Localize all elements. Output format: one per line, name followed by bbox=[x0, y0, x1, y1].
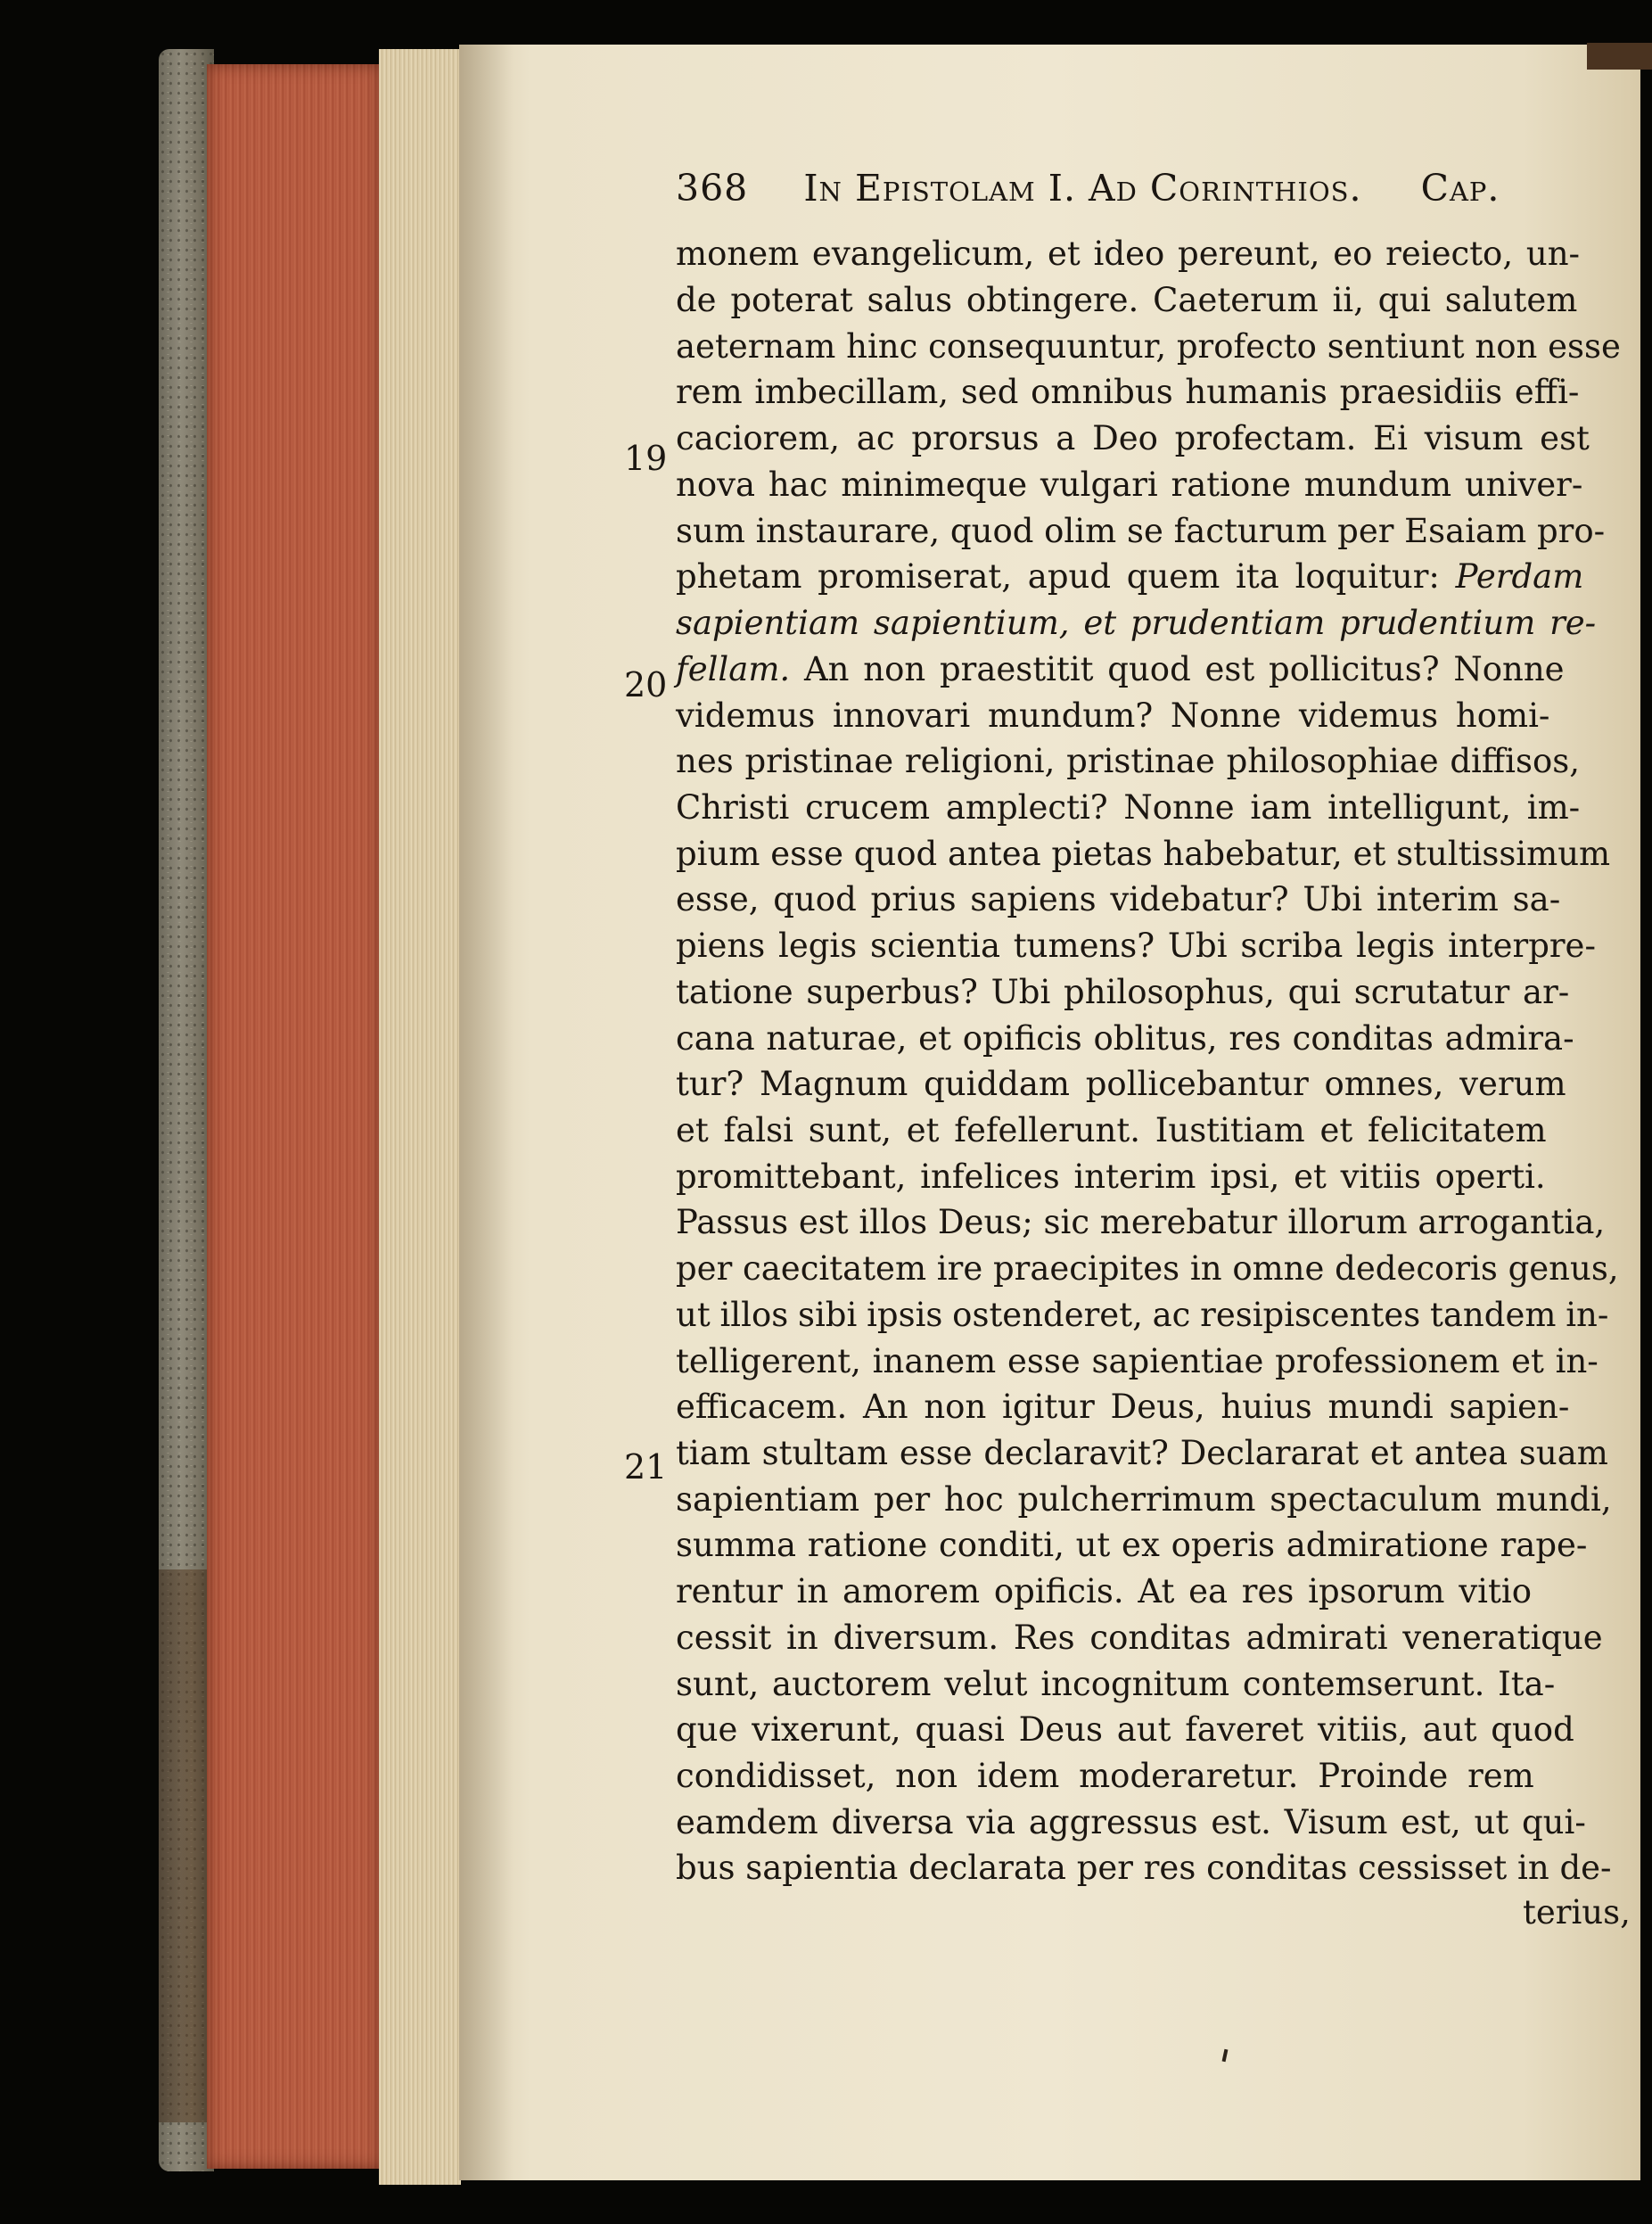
page-number: 368 bbox=[676, 167, 749, 210]
text-line: telligerent, inanem esse sapientiae professionem et in- bbox=[676, 1342, 1599, 1380]
text-line: nes pristinae religioni, pristinae philosophiae diffisos, bbox=[676, 742, 1581, 780]
text-line: ut illos sibi ipsis ostenderet, ac resipiscentes tandem in- bbox=[676, 1296, 1609, 1334]
text-line: que vixerunt, quasi Deus aut faveret vitiis, aut quod bbox=[676, 1710, 1574, 1749]
gutter-shadow bbox=[459, 45, 513, 2180]
facing-page-corner bbox=[1587, 43, 1652, 70]
text-line: cessit in diversum. Res conditas admirati veneratique bbox=[676, 1619, 1603, 1657]
margin-verse-19: 19 bbox=[624, 439, 668, 478]
page-edges bbox=[379, 49, 461, 2185]
binding-worn-patch bbox=[159, 1569, 214, 2122]
text-line: de poterat salus obtingere. Caeterum ii, qui salutem bbox=[676, 281, 1578, 319]
text-line: cana naturae, et opificis oblitus, res conditas admira- bbox=[676, 1019, 1574, 1058]
text-line: tiam stultam esse declaravit? Declararat et antea suam bbox=[676, 1434, 1608, 1472]
text-line: Passus est illos Deus; sic merebatur illorum arrogantia, bbox=[676, 1203, 1606, 1241]
margin-verse-20: 20 bbox=[624, 665, 668, 704]
text-span: phetam promiserat, apud quem ita loquitur: bbox=[676, 557, 1440, 596]
text-span: An non praestitit quod est pollicitus? Nonne bbox=[803, 650, 1565, 688]
text-line bbox=[676, 604, 1597, 642]
running-header bbox=[676, 167, 1500, 210]
text-line: eamdem diversa via aggressus est. Visum est, ut qui- bbox=[676, 1803, 1586, 1841]
red-page-edges bbox=[207, 64, 381, 2169]
text-line: sum instaurare, quod olim se facturum per Esaiam pro- bbox=[676, 512, 1606, 550]
text-line: aeternam hinc consequuntur, profecto sentiunt non esse bbox=[676, 327, 1621, 366]
chapter-abbreviation: Cap. bbox=[1420, 167, 1500, 210]
quoted-word: Perdam bbox=[1455, 557, 1584, 596]
text-line: sunt, auctorem velut incognitum contemserunt. Ita- bbox=[676, 1665, 1556, 1703]
quoted-text: fellam. bbox=[676, 650, 791, 688]
running-title: In Epistolam I. Ad Corinthios. bbox=[803, 167, 1362, 210]
text-line: per caecitatem ire praecipites in omne dedecoris genus, bbox=[676, 1249, 1619, 1288]
text-line: condidisset, non idem moderaretur. Proinde rem bbox=[676, 1757, 1534, 1795]
text-line: promittebant, infelices interim ipsi, et vitiis operti. bbox=[676, 1157, 1546, 1196]
text-line: rentur in amorem opificis. At ea res ipsorum vitio bbox=[676, 1572, 1532, 1610]
text-line: nova hac minimeque vulgari ratione mundum univer- bbox=[676, 465, 1583, 504]
text-line: bus sapientia declarata per res conditas cessisset in de- bbox=[676, 1849, 1612, 1887]
text-line: tur? Magnum quiddam pollicebantur omnes, verum bbox=[676, 1065, 1566, 1103]
text-line: esse, quod prius sapiens videbatur? Ubi interim sa- bbox=[676, 880, 1561, 918]
catchword: terius, bbox=[1523, 1893, 1631, 1932]
text-line bbox=[676, 557, 1584, 596]
text-line: rem imbecillam, sed omnibus humanis praesidiis effi- bbox=[676, 373, 1580, 411]
text-line: videmus innovari mundum? Nonne videmus homi- bbox=[676, 696, 1550, 735]
text-line: et falsi sunt, et fefellerunt. Iustitiam et felicitatem bbox=[676, 1111, 1547, 1149]
text-line: Christi crucem amplecti? Nonne iam intelligunt, im- bbox=[676, 788, 1581, 827]
quoted-text: sapientiam sapientium, et prudentiam prudentium re- bbox=[676, 604, 1597, 642]
text-line: tatione superbus? Ubi philosophus, qui scrutatur ar- bbox=[676, 973, 1570, 1011]
text-line: sapientiam per hoc pulcherrimum spectaculum mundi, bbox=[676, 1480, 1612, 1519]
text-line: pium esse quod antea pietas habebatur, et stultissimum bbox=[676, 835, 1611, 873]
margin-verse-21: 21 bbox=[624, 1447, 668, 1487]
text-line: monem evangelicum, et ideo pereunt, eo reiecto, un- bbox=[676, 235, 1581, 273]
text-line: piens legis scientia tumens? Ubi scriba legis interpre- bbox=[676, 927, 1596, 965]
text-line: caciorem, ac prorsus a Deo profectam. Ei visum est bbox=[676, 419, 1590, 457]
text-line bbox=[676, 650, 1565, 688]
text-line: efficacem. An non igitur Deus, huius mundi sapien- bbox=[676, 1388, 1570, 1426]
text-line: summa ratione conditi, ut ex operis admiratione rape- bbox=[676, 1526, 1588, 1564]
